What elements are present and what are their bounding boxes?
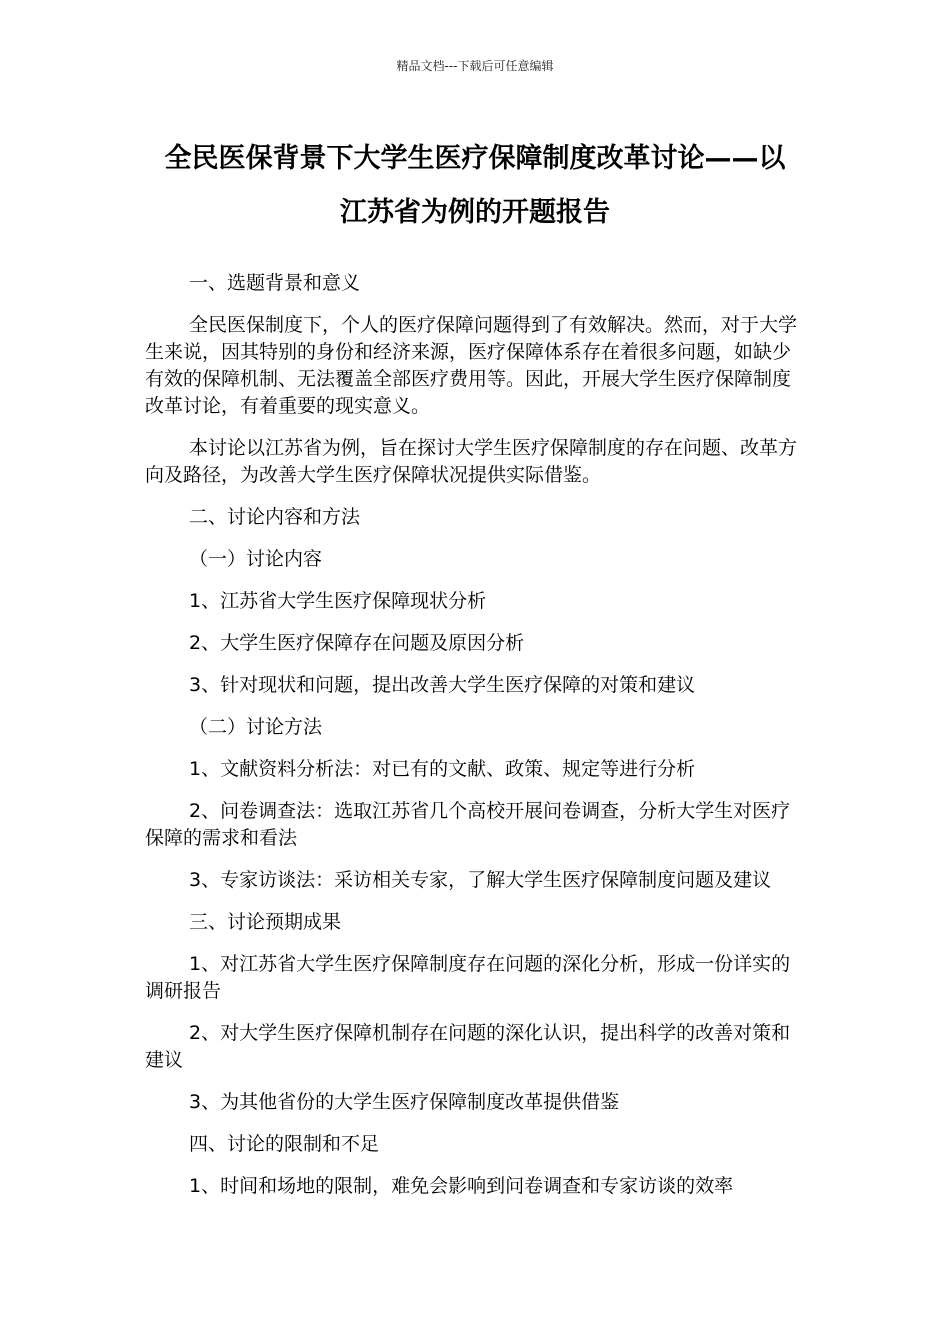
document-title [120,132,830,240]
subsection-heading-method: （二）讨论方法 [189,716,323,738]
subsection-heading-content: （一）讨论内容 [189,548,323,570]
title-line-2: 江苏省为例的开题报告 [340,197,610,228]
document-body [145,270,805,1215]
paragraph-background: 全民医保制度下，个人的医疗保障问题得到了有效解决。然而，对于大学生来说，因其特别的身份和经济来源，医疗保障体系存在着很多问题，如缺少有效的保障机制、无法覆盖全部医疗费用等。因此，开展大学生医疗保障制度改革讨论，有着重要的现实意义。 [145,314,798,417]
list-item: 1、江苏省大学生医疗保障现状分析 [189,590,487,612]
list-item: 3、针对现状和问题，提出改善大学生医疗保障的对策和建议 [189,674,696,696]
section-heading-content-method: 二、讨论内容和方法 [189,506,361,528]
page-header: 精品文档---下载后可任意编辑 [396,59,554,73]
list-item: 1、对江苏省大学生医疗保障制度存在问题的深化分析，形成一份详实的调研报告 [145,953,791,1002]
list-item: 2、大学生医疗保障存在问题及原因分析 [189,632,525,654]
list-item: 3、专家访谈法：采访相关专家，了解大学生医疗保障制度问题及建议 [189,869,772,891]
list-item: 1、文献资料分析法：对已有的文献、政策、规定等进行分析 [189,758,696,780]
list-item: 2、问卷调查法：选取江苏省几个高校开展问卷调查，分析大学生对医疗保障的需求和看法 [145,800,791,849]
section-heading-limitations: 四、讨论的限制和不足 [189,1133,380,1155]
list-item: 3、为其他省份的大学生医疗保障制度改革提供借鉴 [189,1091,620,1113]
section-heading-background: 一、选题背景和意义 [189,272,361,294]
title-line-1: 全民医保背景下大学生医疗保障制度改革讨论——以 [164,143,786,174]
section-heading-expected-results: 三、讨论预期成果 [189,911,342,933]
list-item: 2、对大学生医疗保障机制存在问题的深化认识，提出科学的改善对策和建议 [145,1022,791,1071]
list-item: 1、时间和场地的限制，难免会影响到问卷调查和专家访谈的效率 [189,1175,734,1197]
paragraph-purpose: 本讨论以江苏省为例，旨在探讨大学生医疗保障制度的存在问题、改革方向及路径，为改善大学生医疗保障状况提供实际借鉴。 [145,437,798,486]
